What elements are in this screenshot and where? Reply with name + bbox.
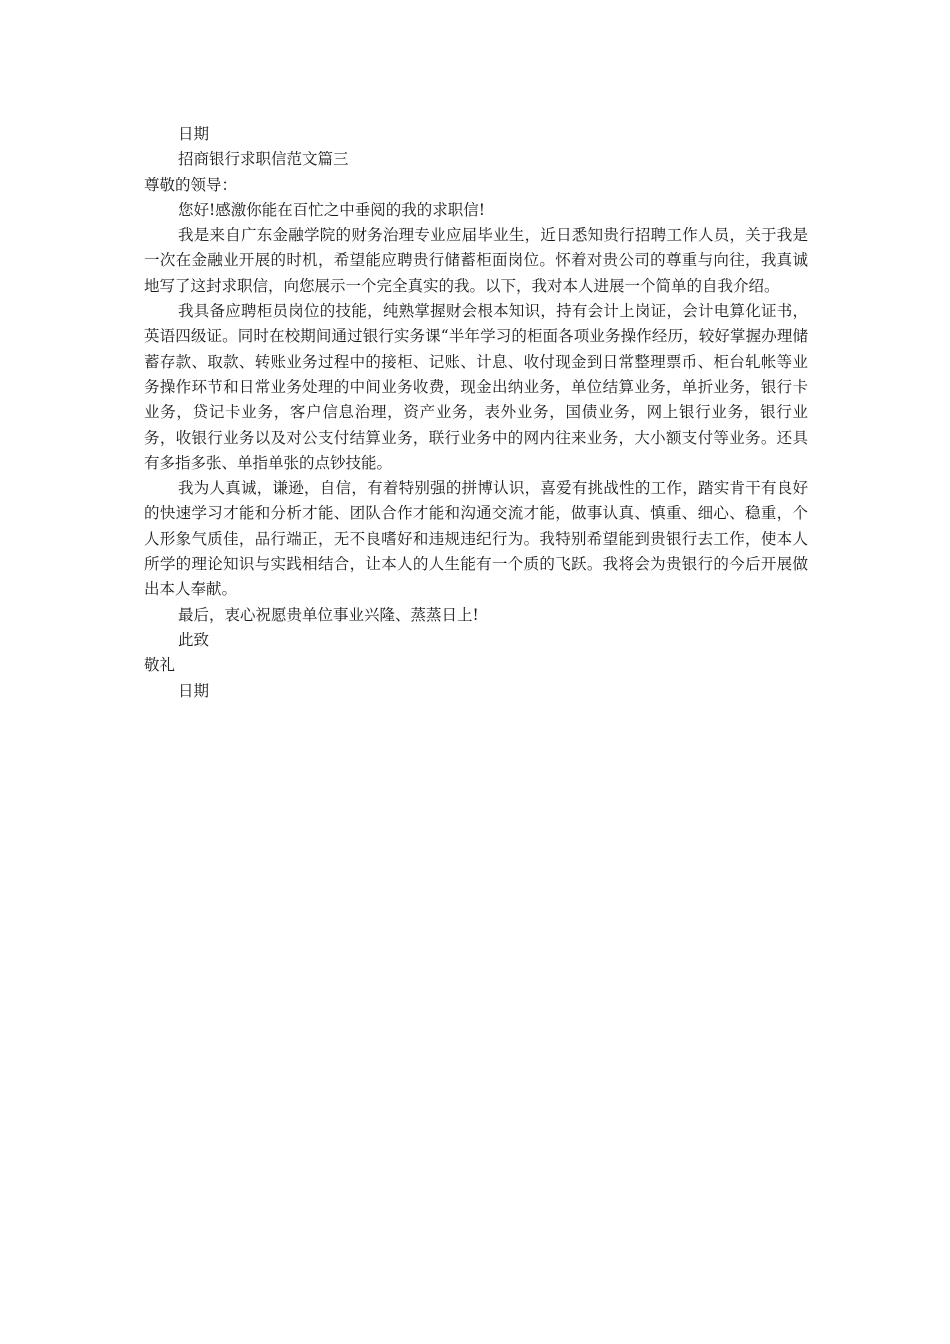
closing-jing-li: 敬礼 xyxy=(144,656,176,675)
greeting: 您好!感激你能在百忙之中垂阅的我的求职信! xyxy=(178,200,485,219)
closing-wish: 最后，衷心祝愿贵单位事业兴隆、蒸蒸日上! xyxy=(178,605,479,624)
letter-title: 招商银行求职信范文篇三 xyxy=(178,150,349,169)
paragraph-personality: 我为人真诚，谦逊，自信，有着特别强的拼博认识，喜爱有挑战性的工作，踏实肯干有良好的快速学习才能和分析才能、团队合作才能和沟通交流才能，做事认真、慎重、细心、稳重，个人形象气质佳，品行端正，无不良嗜好和违规违纪行为。我特别希望能到贵银行去工作，使本人所学的理论知识与实践相结合，让本人的人生能有一个质的飞跃。我将会为贵银行的今后开展做出本人奉献。 xyxy=(144,479,808,599)
paragraph-skills: 我具备应聘柜员岗位的技能，纯熟掌握财会根本知识，持有会计上岗证，会计电算化证书，英语四级证。同时在校期间通过银行实务课“半年学习的柜面各项业务操作经历，较好掌握办理储蓄存款、取款、转账业务过程中的接柜、记账、计息、收付现金到日常整理票币、柜台轧帐等业务操作环节和日常业务处理的中间业务收费，现金出纳业务，单位结算业务，单折业务，银行卡业务，贷记卡业务，客户信息治理，资产业务，表外业务，国债业务，网上银行业务，银行业务，收银行业务以及对公支付结算业务，联行业务中的网内往来业务，大小额支付等业务。还具有多指多张、单指单张的点钞技能。 xyxy=(144,302,808,472)
paragraph-intro: 我是来自广东金融学院的财务治理专业应届毕业生，近日悉知贵行招聘工作人员，关于我是一次在金融业开展的时机，希望能应聘贵行储蓄柜面岗位。怀着对贵公司的尊重与向往，我真诚地写了这封求职信，向您展示一个完全真实的我。以下，我对本人进展一个简单的自我介绍。 xyxy=(144,226,808,295)
salutation: 尊敬的领导： xyxy=(144,175,238,194)
date-top: 日期 xyxy=(178,125,210,143)
letter-body xyxy=(144,122,808,704)
date-bottom: 日期 xyxy=(178,681,210,700)
closing-ci-zhi: 此致 xyxy=(178,630,210,649)
